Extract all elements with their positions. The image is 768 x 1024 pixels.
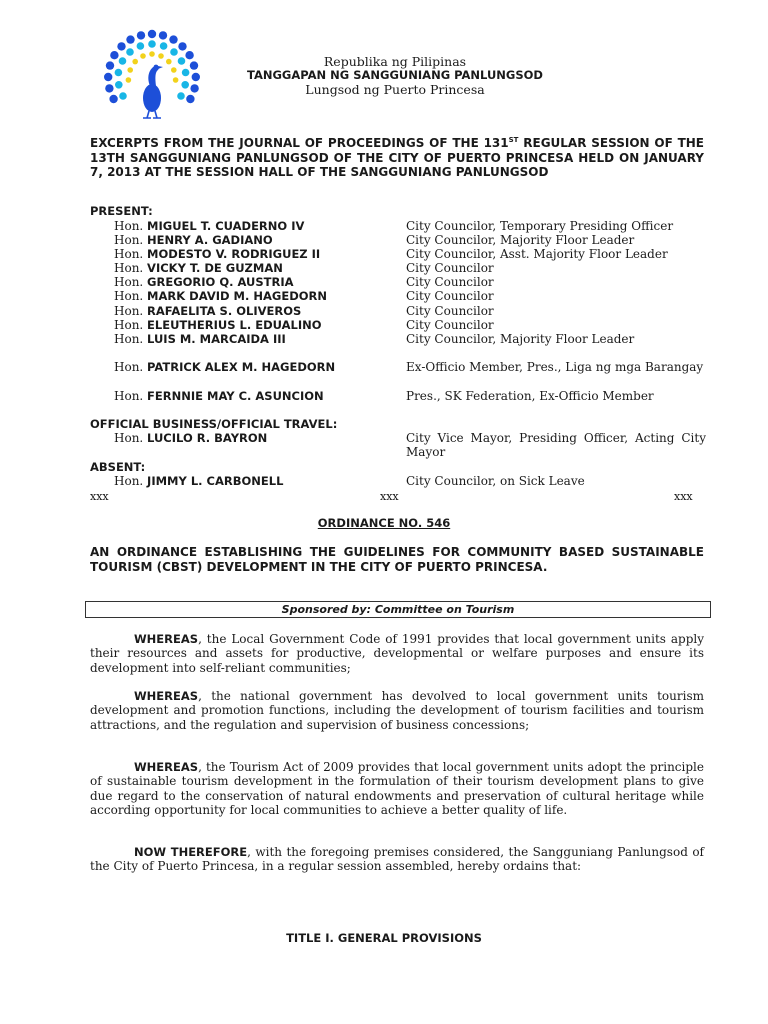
header-republic: Republika ng Pilipinas [323,54,467,69]
excerpt-ordinal-suffix: ST [508,136,519,144]
attendee-position: City Councilor [406,275,494,289]
paragraph-lead: WHEREAS [134,689,199,703]
honorific: Hon. [114,431,148,445]
attendee-name: MARK DAVID M. HAGEDORN [147,289,327,303]
attendee-position: City Councilor, Asst. Majority Floor Leader [406,247,668,261]
attendee-position: City Councilor [406,261,494,275]
present-label: PRESENT: [90,204,153,218]
excerpt-text-rest: REGULAR SESSION OF THE 13TH SANGGUNIANG PANLUNGSOD OF THE CITY OF PUERTO PRINCESA HELD ON JANUARY 7, 2013 AT THE SESSION HALL OF THE SANGGUNIANG PANLUNGSOD [90,136,704,180]
honorific: Hon. [114,275,148,289]
paragraph-lead: NOW THEREFORE [134,845,248,859]
honorific: Hon. [114,304,148,318]
attendee-name: MIGUEL T. CUADERNO IV [147,219,305,233]
peacock-seal-icon [104,26,200,126]
header-city: Lungsod ng Puerto Princesa [305,82,485,97]
absent-label: ABSENT: [90,460,146,474]
attendee-position: City Councilor, Temporary Presiding Officer [406,219,674,233]
paragraph-text: , the national government has devolved to local government units tourism development and promotion functions, including the development of tourism facilities and tourism attractions, and the regulation and supervision of business concessions; [90,689,704,732]
attendee-name: GREGORIO Q. AUSTRIA [147,275,294,289]
attendee-name: ELEUTHERIUS L. EDUALINO [147,318,322,332]
attendee-position: City Councilor [406,289,494,303]
now-therefore-paragraph [90,845,704,874]
attendee-position: Ex-Officio Member, Pres., Liga ng mga Barangay [406,360,704,374]
honorific: Hon. [114,360,148,374]
honorific: Hon. [114,247,148,261]
attendee-name: HENRY A. GADIANO [147,233,273,247]
attendee-position: City Vice Mayor, Presiding Officer, Acting City Mayor [406,431,706,460]
header-office: TANGGAPAN NG SANGGUNIANG PANLUNGSOD [247,68,543,82]
paragraph-text: , the Local Government Code of 1991 provides that local government units apply their resources and assets for productive, developmental or welfare purposes and ensure its development into self-reliant communities; [90,632,704,675]
attendee-name: LUIS M. MARCAIDA III [147,332,286,346]
attendee-name: PATRICK ALEX M. HAGEDORN [147,360,336,374]
honorific: Hon. [114,289,148,303]
attendee-name: VICKY T. DE GUZMAN [147,261,283,275]
attendee-position: City Councilor, Majority Floor Leader [406,332,635,346]
attendee-name: JIMMY L. CARBONELL [147,474,284,488]
paragraph-lead: WHEREAS [134,760,199,774]
separator-center: xxx [380,490,399,503]
journal-excerpt-heading [90,133,704,180]
sponsor-box: Sponsored by: Committee on Tourism [85,601,711,618]
attendee-name: LUCILO R. BAYRON [147,431,268,445]
honorific: Hon. [114,219,148,233]
attendee-position: Pres., SK Federation, Ex-Officio Member [406,389,654,403]
ordinance-number: ORDINANCE NO. 546 [317,516,451,530]
attendee-name: RAFAELITA S. OLIVEROS [147,304,302,318]
whereas-paragraph [90,760,704,818]
attendee-name: MODESTO V. RODRIGUEZ II [147,247,321,261]
official-business-label: OFFICIAL BUSINESS/OFFICIAL TRAVEL: [90,417,338,431]
attendee-position: City Councilor [406,318,494,332]
honorific: Hon. [114,233,148,247]
honorific: Hon. [114,318,148,332]
title-one-heading: TITLE I. GENERAL PROVISIONS [286,931,482,945]
whereas-paragraph [90,632,704,675]
paragraph-text: , the Tourism Act of 2009 provides that local government units adopt the principle of sustainable tourism development in the formulation of their tourism development plans to give due regard to the conservation of natural endowments and preservation of cultural heritage while according opportunity for local communities to achieve a better quality of life. [90,760,704,818]
attendee-position: City Councilor, on Sick Leave [406,474,585,488]
honorific: Hon. [114,474,148,488]
attendee-name: FERNNIE MAY C. ASUNCION [147,389,324,403]
separator-left: xxx [90,490,109,503]
excerpt-text: EXCERPTS FROM THE JOURNAL OF PROCEEDINGS OF THE 131 [90,136,509,150]
attendee-position: City Councilor, Majority Floor Leader [406,233,635,247]
whereas-paragraph [90,689,704,732]
separator-right: xxx [674,490,693,503]
ordinance-title: AN ORDINANCE ESTABLISHING THE GUIDELINES FOR COMMUNITY BASED SUSTAINABLE TOURISM (CBST) DEVELOPMENT IN THE CITY OF PUERTO PRINCESA. [90,545,704,574]
paragraph-lead: WHEREAS [134,632,199,646]
honorific: Hon. [114,389,148,403]
honorific: Hon. [114,332,148,346]
attendee-position: City Councilor [406,304,494,318]
honorific: Hon. [114,261,148,275]
paragraph-text: , with the foregoing premises considered, the Sangguniang Panlungsod of the City of Puerto Princesa, in a regular session assembled, hereby ordains that: [90,845,704,874]
